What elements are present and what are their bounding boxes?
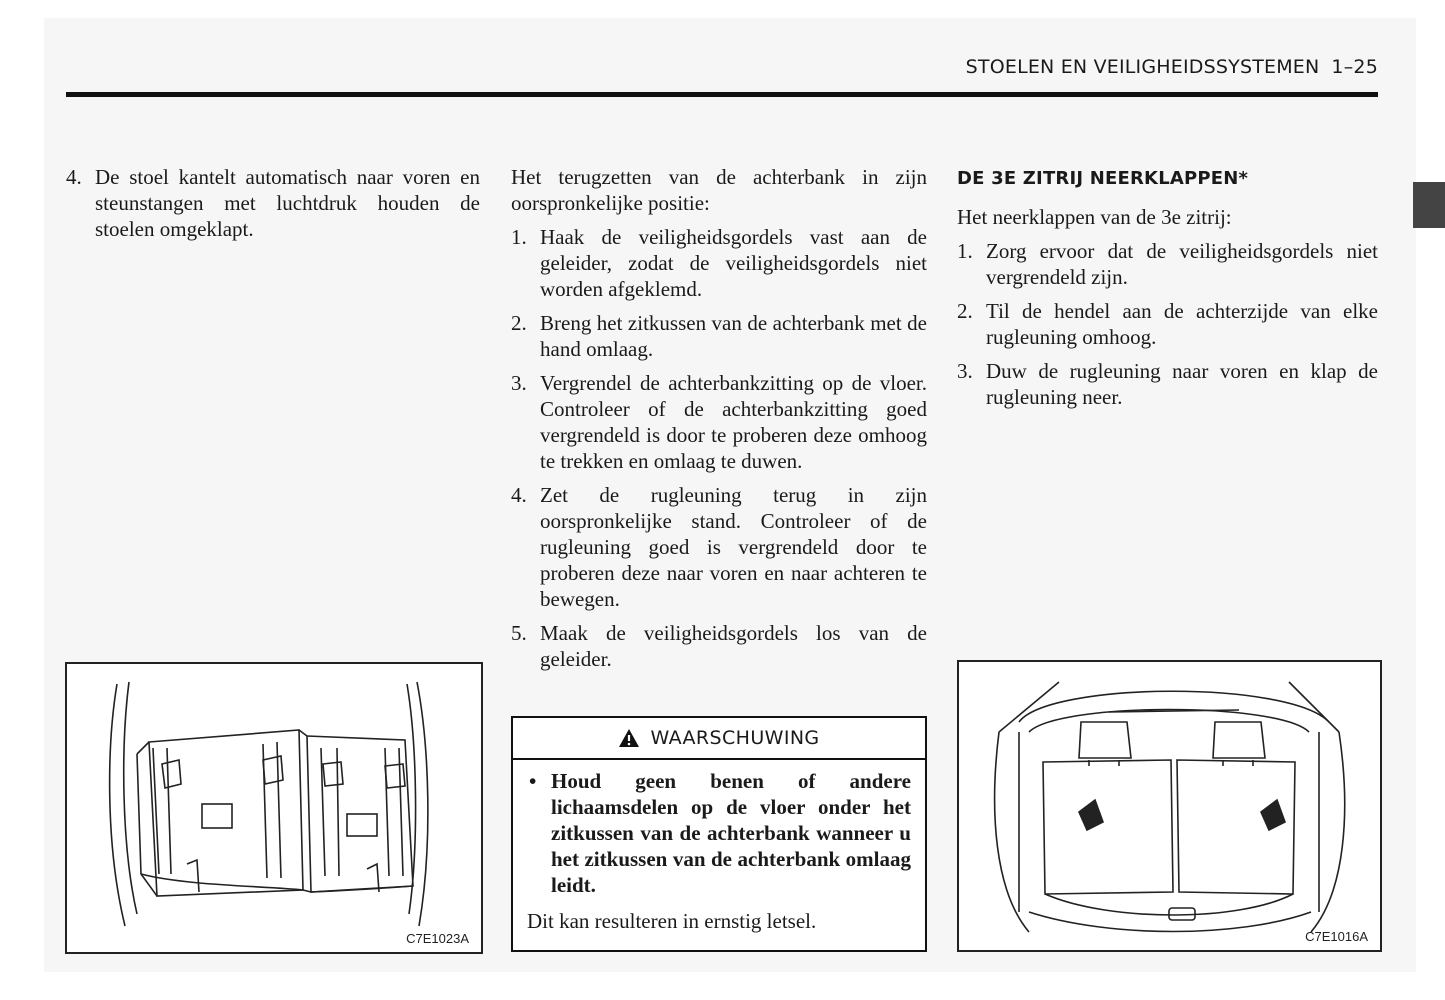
figure-folded-seats xyxy=(65,662,483,954)
page-header xyxy=(66,56,1378,86)
warning-bullet: • Houd geen benen of andere lichaamsdelen op de vloer onder het zitkussen van de achterbank wanneer u het zitkussen van de achterbank omlaag leidt. xyxy=(529,769,911,897)
column-left xyxy=(66,164,480,250)
warning-note: Dit kan resulteren in ernstig letsel. xyxy=(527,909,817,933)
list-item: 5. Maak de veiligheidsgordels los van de geleider. xyxy=(511,621,927,671)
warning-title: WAARSCHUWING xyxy=(650,727,820,749)
section-tab-marker xyxy=(1413,182,1445,228)
figure-code: C7E1016A xyxy=(1305,929,1368,944)
warning-header xyxy=(513,718,925,760)
third-row-seats-illustration xyxy=(959,662,1380,950)
header-rule xyxy=(66,92,1378,97)
figure-code: C7E1023A xyxy=(406,931,469,946)
list-item: 3. Vergrendel de achterbankzitting op de vloer. Controleer of de achterbankzitting goed vergrendeld is door te proberen deze omhoog te trekken en omlaag te duwen. xyxy=(511,371,927,473)
column-middle xyxy=(511,164,927,680)
bullet-icon: • xyxy=(529,769,537,793)
section-title: STOELEN EN VEILIGHEIDSSYSTEMEN xyxy=(965,56,1320,78)
list-item: 1. Zorg ervoor dat de veiligheidsgordels niet vergrendeld zijn. xyxy=(957,239,1378,289)
list-item: 1. Haak de veiligheidsgordels vast aan de geleider, zodat de veiligheidsgordels niet worden afgeklemd. xyxy=(511,225,927,301)
figure-third-row-seats xyxy=(957,660,1382,952)
column-right xyxy=(957,166,1378,418)
folded-seats-illustration xyxy=(67,664,481,952)
intro-paragraph: Het neerklappen van de 3e zitrij: xyxy=(957,205,1232,229)
warning-triangle-icon xyxy=(618,728,640,748)
warning-body xyxy=(513,760,925,934)
intro-paragraph: Het terugzetten van de achterbank in zijn oorspronkelijke positie: xyxy=(511,165,927,215)
list-item: 3. Duw de rugleuning naar voren en klap de rugleuning neer. xyxy=(957,359,1378,409)
list-item: 4. De stoel kantelt automatisch naar voren en steunstangen met luchtdruk houden de stoelen omgeklapt. xyxy=(66,165,480,241)
warning-box xyxy=(511,716,927,952)
list-item: 2. Breng het zitkussen van de achterbank met de hand omlaag. xyxy=(511,311,927,361)
list-item: 2. Til de hendel aan de achterzijde van elke rugleuning omhoog. xyxy=(957,299,1378,349)
section-heading: DE 3E ZITRIJ NEERKLAPPEN* xyxy=(957,168,1249,189)
page-number: 1–25 xyxy=(1331,56,1378,78)
list-item: 4. Zet de rugleuning terug in zijn oorspronkelijke stand. Controleer of de rugleuning goed is vergrendeld door te proberen deze naar voren en naar achteren te bewegen. xyxy=(511,483,927,611)
